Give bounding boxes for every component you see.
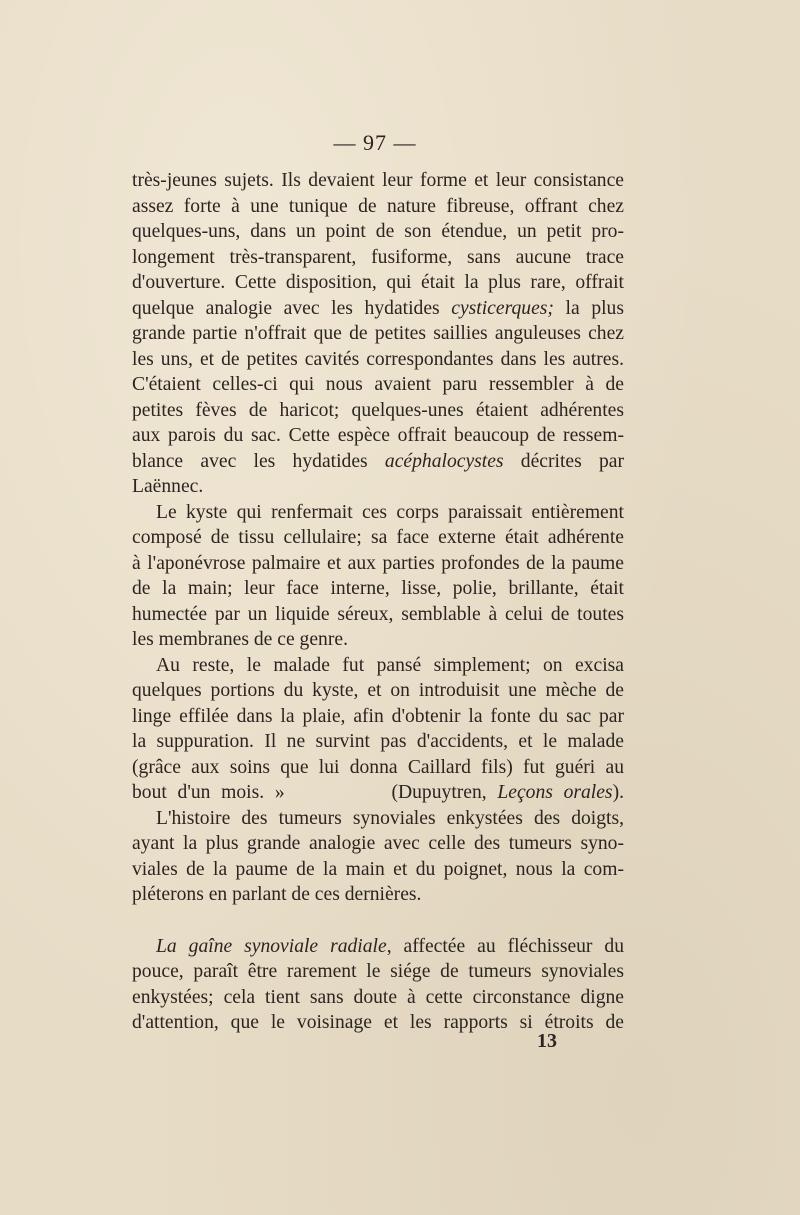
text-line: très-jeunes sujets. Ils devaient leur forme et leur consistance [132,170,624,191]
text-segment: , affectée au fléchisseur du [386,935,625,957]
italic-term: cysticerques; [451,297,554,319]
text-line: ayant la plus grande analogie avec celle des tumeurs syno- [132,833,624,854]
signature-mark: 13 [537,1030,557,1052]
text-line [132,934,624,960]
text-line: Au reste, le malade fut pansé simplement; on excisa [156,654,624,676]
text-line: à l'aponévrose palmaire et aux parties profondes de la paume [132,552,624,574]
text-segment: ). [612,782,624,803]
italic-term: acéphalocystes [384,450,504,472]
text-line: la suppuration. Il ne survint pas d'accidents, et le malade [132,731,624,752]
text-line: assez forte à une tunique de nature fibreuse, offrant chez [132,195,624,217]
text-segment: décrites par [503,450,624,472]
text-line: C'étaient celles-ci qui nous avaient paru ressembler à de [132,374,624,395]
text-line: composé de tissu cellulaire; sa face externe était adhérente [132,527,624,548]
text-line [132,296,624,322]
text-line: Laënnec. [132,476,204,497]
text-line: d'ouverture. Cette disposition, qui était la plus rare, offrait [132,272,624,293]
text-line [132,449,624,475]
text-line: quelques portions du kyste, et on introduisit une mèche de [132,680,624,701]
text-line [132,780,624,806]
italic-term: La gaîne synoviale radiale [156,935,387,957]
text-line: longement très-transparent, fusiforme, sans aucune trace [132,246,624,268]
text-segment: blance avec les hydatides [132,450,385,472]
text-segment: quelque analogie avec les hydatides [132,297,452,319]
text-segment: bout d'un mois. » (Dupuytren, [132,782,498,803]
text-line: les membranes de ce genre. [132,629,348,650]
text-line: linge effilée dans la plaie, afin d'obtenir la fonte du sac par [132,705,624,727]
text-line: enkystées; cela tient sans doute à cette circonstance digne [132,986,624,1008]
body-text [132,168,624,1036]
text-line: petites fèves de haricot; quelques-unes étaient adhérentes [132,399,624,421]
paragraph-gap [132,908,624,934]
text-line: (grâce aux soins que lui donna Caillard fils) fut guéri au [132,756,624,778]
text-line: d'attention, que le voisinage et les rapports si étroits de [132,1012,624,1033]
text-line: les uns, et de petites cavités correspondantes dans les autres. [132,348,624,370]
text-line: aux parois du sac. Cette espèce offrait beaucoup de ressem- [132,425,624,446]
text-line: quelques-uns, dans un point de son étendue, un petit pro- [132,221,624,242]
page-number: — 97 — [333,130,417,155]
text-line: de la main; leur face interne, lisse, polie, brillante, était [132,578,624,599]
italic-term: Leçons orales [497,782,613,803]
text-line: humectée par un liquide séreux, semblable à celui de toutes [132,603,624,625]
text-line: pouce, paraît être rarement le siége de tumeurs synoviales [132,961,624,982]
text-line: grande partie n'offrait que de petites saillies anguleuses chez [132,323,624,344]
text-line: L'histoire des tumeurs synoviales enkystées des doigts, [156,807,624,829]
text-line: viales de la paume de la main et du poignet, nous la com- [132,858,624,880]
text-line: Le kyste qui renfermait ces corps paraissait entièrement [156,501,624,523]
text-segment: la plus [553,297,624,319]
text-line: pléterons en parlant de ces dernières. [132,884,422,905]
